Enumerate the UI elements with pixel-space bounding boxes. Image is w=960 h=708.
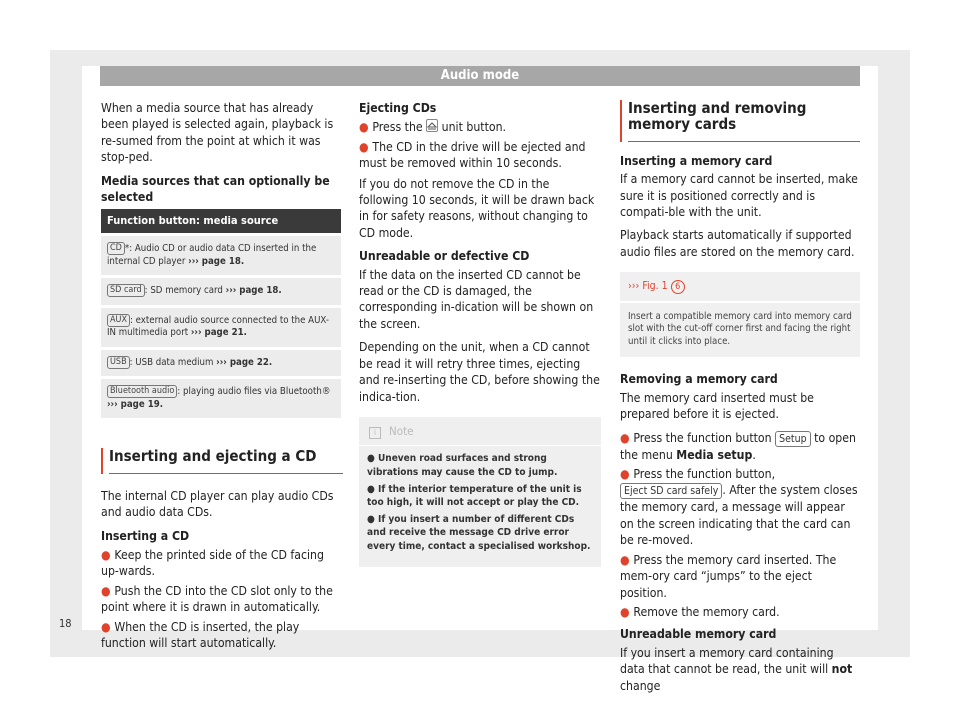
column-2 — [359, 100, 601, 567]
header-title: Audio mode — [100, 66, 860, 86]
table-header: Function button: media source — [101, 209, 341, 235]
bullet-text: . After the system closes the memory card, a message will appear on the screen indicating that the card can be re-moved. — [620, 483, 858, 548]
column-3 — [620, 100, 860, 701]
row-text: : external audio source connected to the AUX-IN multimedia port — [107, 314, 329, 339]
note-title: Note — [389, 423, 414, 438]
remove-paragraph: The memory card inserted must be prepared before it is ejected. — [620, 390, 814, 422]
page-ref[interactable]: ››› page 18. — [225, 285, 282, 297]
section-heading-cd — [101, 448, 343, 473]
remove-heading: Removing a memory card — [620, 372, 778, 387]
bullet-text: to open the menu — [620, 430, 856, 462]
insert-paragraph-1: If a memory card cannot be inserted, make sure it is positioned correctly and is compati-ble with the unit. — [620, 172, 858, 220]
bullet-text: When the CD is inserted, the play function will start automatically. — [101, 619, 300, 651]
section-title: Inserting and ejecting a CD — [109, 448, 343, 473]
insert-heading: Inserting a memory card — [620, 153, 773, 168]
paragraph-text: If you insert a memory card containing data that cannot be read, the unit will — [620, 645, 834, 677]
setup-button: Setup — [775, 431, 811, 447]
bullet-item: ● Press the unit button. — [359, 120, 507, 135]
table-row — [101, 277, 341, 307]
note-header — [359, 417, 601, 446]
info-icon: i — [369, 427, 381, 439]
unreadable-card-heading: Unreadable memory card — [620, 627, 777, 642]
paragraph-text: change — [620, 678, 661, 693]
page-number: 18 — [59, 617, 72, 630]
bullet-item: ● Push the CD into the CD slot only to the point where it is drawn in automatically. — [101, 583, 333, 615]
eject-sd-button: Eject SD card safely — [620, 483, 722, 499]
section-heading-memory — [620, 100, 860, 142]
bullet-text: Remove the memory card. — [633, 604, 780, 619]
source-key: Bluetooth audio — [107, 385, 177, 398]
unreadable-paragraph-1: If the data on the inserted CD cannot be read or the CD is damaged, the corresponding in-dication will be shown on the screen. — [359, 267, 594, 331]
page-ref[interactable]: ››› page 19. — [107, 398, 163, 410]
row-text: : USB data medium — [129, 356, 214, 368]
bullet-text: Press the — [372, 120, 423, 135]
eject-heading: Ejecting CDs — [359, 101, 437, 115]
bullet-item: ● Keep the printed side of the CD facing up-wards. — [101, 548, 324, 579]
bullet-text: Press the memory card inserted. The mem-ory card “jumps” to the eject position. — [620, 552, 837, 600]
bullet-text: unit button. — [441, 120, 507, 135]
section-title: Inserting and removing memory cards — [628, 100, 860, 142]
inserting-heading: Inserting a CD — [101, 528, 190, 543]
insert-paragraph-2: Playback starts automatically if supported audio files are stored on the memory card. — [620, 228, 855, 259]
column-1 — [101, 100, 343, 655]
source-key: AUX — [107, 314, 130, 327]
fig-link[interactable]: ››› Fig. 1 — [628, 280, 668, 293]
figure-box — [620, 272, 860, 357]
figure-number: 6 — [671, 280, 685, 294]
table-row — [101, 235, 341, 277]
page-ref[interactable]: ››› page 22. — [216, 356, 273, 368]
note-item: ● Uneven road surfaces and strong vibrations may cause the CD to jump. — [367, 453, 558, 478]
eject-paragraph: If you do not remove the CD in the following 10 seconds, it will be drawn back in for safety reasons, without changing to CD mode. — [359, 176, 595, 240]
note-item: ● If you insert a number of different CDs and receive the message CD drive error every time, contact a specialised workshop. — [367, 514, 591, 552]
page-ref[interactable]: ››› page 18. — [188, 255, 245, 267]
bullet-item: ● The CD in the drive will be ejected and must be removed within 10 seconds. — [359, 139, 586, 171]
note-text: Uneven road surfaces and strong vibrations may cause the CD to jump. — [367, 453, 558, 478]
table-row — [101, 348, 341, 378]
note-body — [359, 446, 601, 552]
bullet-text: Press the function button, — [633, 467, 776, 482]
bullet-item: ● Press the function button, Eject SD card safely . After the system closes the memory card, a message will appear on the screen indicating that the card can be re-moved. — [620, 467, 858, 548]
eject-icon — [426, 119, 438, 132]
bullet-item: ● Press the memory card inserted. The mem-ory card “jumps” to the eject position. — [620, 552, 837, 600]
source-key: CD — [107, 242, 125, 255]
row-text: *: Audio CD or audio data CD inserted in the internal CD player — [107, 243, 317, 267]
intro-paragraph: When a media source that has already been played is selected again, playback is re-sumed from the point at which it was stop-ped. — [101, 101, 334, 165]
source-key: USB — [107, 356, 130, 369]
menu-name: Media setup — [676, 447, 753, 462]
bullet-item: ● Remove the memory card. — [620, 604, 780, 619]
bullet-item: ● When the CD is inserted, the play function will start automatically. — [101, 619, 300, 651]
bullet-text: The CD in the drive will be ejected and must be removed within 10 seconds. — [359, 139, 586, 171]
bullet-text: Push the CD into the CD slot only to the point where it is drawn in automatically. — [101, 583, 333, 615]
unreadable-heading: Unreadable or defective CD — [359, 249, 530, 264]
bullet-item: ● Press the function button Setup to open the menu Media setup. — [620, 430, 856, 462]
note-text: If you insert a number of different CDs and receive the message CD drive error every time, contact a specialised workshop. — [367, 514, 591, 552]
source-key: SD card — [107, 284, 145, 297]
bold-text: not — [831, 662, 853, 677]
figure-text: Insert a compatible memory card into memory card slot with the cut-off corner first and facing the right until it clicks into place. — [628, 310, 852, 347]
unreadable-paragraph-2: Depending on the unit, when a CD cannot be read it will retry three times, ejecting and re-inserting the CD, before showing the indica-tion. — [359, 340, 600, 404]
sources-heading: Media sources that can optionally be selected — [101, 173, 330, 205]
row-text: : playing audio files via Bluetooth® — [177, 386, 331, 398]
page-ref[interactable]: ››› page 21. — [190, 327, 247, 339]
bullet-text: Keep the printed side of the CD facing up-wards. — [101, 548, 324, 579]
table-row — [101, 306, 341, 348]
unreadable-card-paragraph — [620, 645, 860, 694]
bullet-text: Press the function button — [633, 430, 772, 445]
note-box — [359, 417, 601, 567]
table-row — [101, 378, 341, 419]
note-item: ● If the interior temperature of the unit is too high, it will not accept or play the CD. — [367, 483, 582, 508]
media-source-table — [101, 209, 341, 418]
note-text: If the interior temperature of the unit is too high, it will not accept or play the CD. — [367, 483, 582, 508]
section-intro: The internal CD player can play audio CDs and audio data CDs. — [101, 488, 334, 520]
row-text: : SD memory card — [144, 285, 223, 297]
figure-ref — [620, 272, 860, 302]
